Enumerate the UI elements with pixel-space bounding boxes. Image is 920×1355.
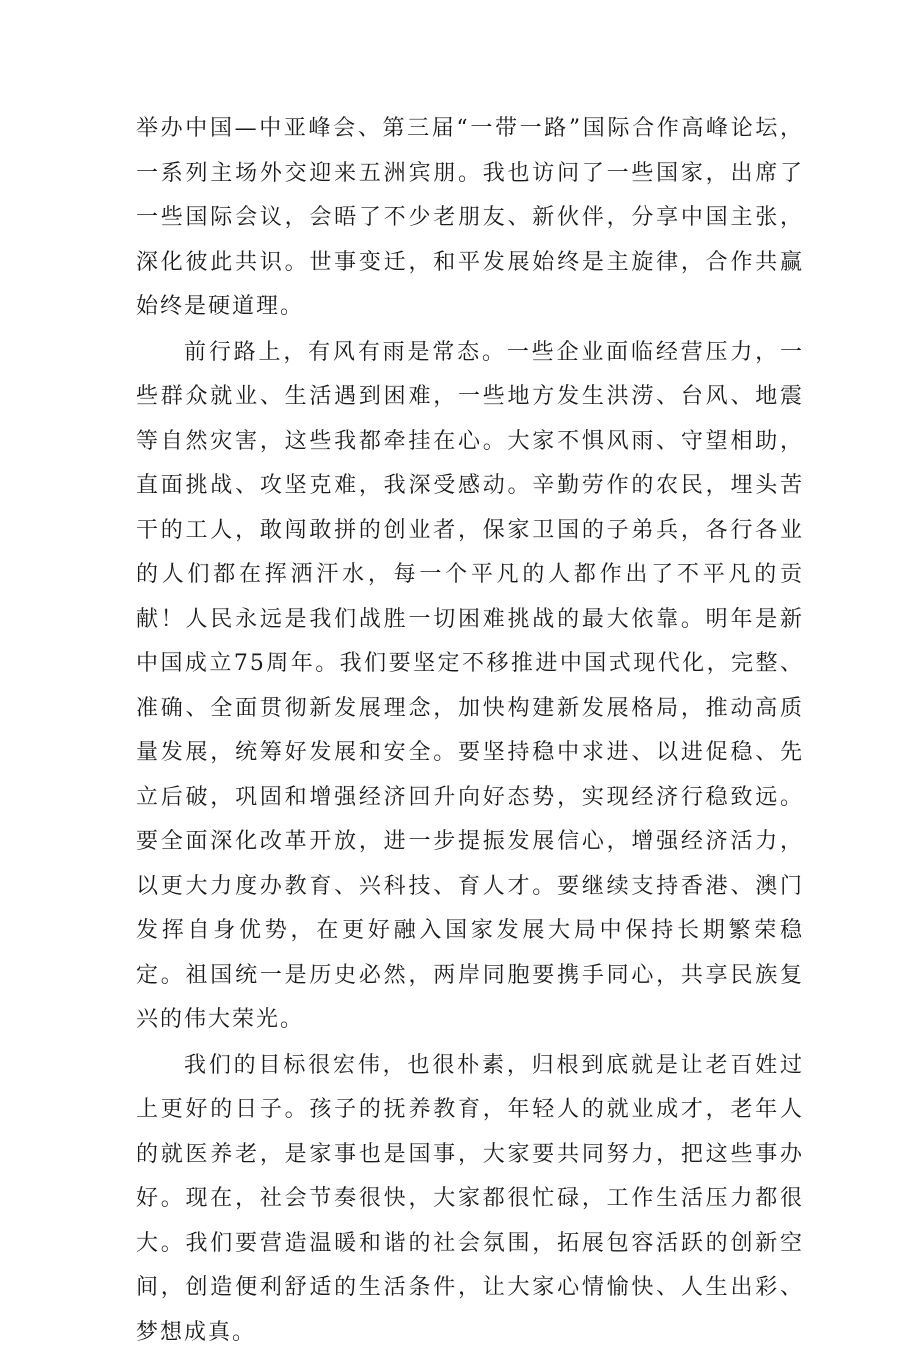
document-body bbox=[136, 107, 804, 1355]
paragraph-2: 前行路上，有风有雨是常态。一些企业面临经营压力，一些群众就业、生活遇到困难，一些地方发生洪涝、台风、地震等自然灾害，这些我都牵挂在心。大家不惧风雨、守望相助，直面挑战、攻坚克难，我深受感动。辛勤劳作的农民，埋头苦干的工人，敢闯敢拼的创业者，保家卫国的子弟兵，各行各业的人们都在挥洒汗水，每一个平凡的人都作出了不平凡的贡献！人民永远是我们战胜一切困难挑战的最大依靠。明年是新中国成立75周年。我们要坚定不移推进中国式现代化，完整、准确、全面贯彻新发展理念，加快构建新发展格局，推动高质量发展，统筹好发展和安全。要坚持稳中求进、以进促稳、先立后破，巩固和增强经济回升向好态势，实现经济行稳致远。要全面深化改革开放，进一步提振发展信心，增强经济活力，以更大力度办教育、兴科技、育人才。要继续支持香港、澳门发挥自身优势，在更好融入国家发展大局中保持长期繁荣稳定。祖国统一是历史必然，两岸同胞要携手同心，共享民族复兴的伟大荣光。 bbox=[136, 331, 804, 1043]
paragraph-1: 举办中国—中亚峰会、第三届“一带一路”国际合作高峰论坛，一系列主场外交迎来五洲宾朋。我也访问了一些国家，出席了一些国际会议，会晤了不少老朋友、新伙伴，分享中国主张，深化彼此共识。世事变迁，和平发展始终是主旋律，合作共赢始终是硬道理。 bbox=[136, 107, 804, 330]
paragraph-3: 我们的目标很宏伟，也很朴素，归根到底就是让老百姓过上更好的日子。孩子的抚养教育，年轻人的就业成才，老年人的就医养老，是家事也是国事，大家要共同努力，把这些事办好。现在，社会节奏很快，大家都很忙碌，工作生活压力都很大。我们要营造温暖和谐的社会氛围，拓展包容活跃的创新空间，创造便利舒适的生活条件，让大家心情愉快、人生出彩、梦想成真。 bbox=[136, 1044, 804, 1355]
